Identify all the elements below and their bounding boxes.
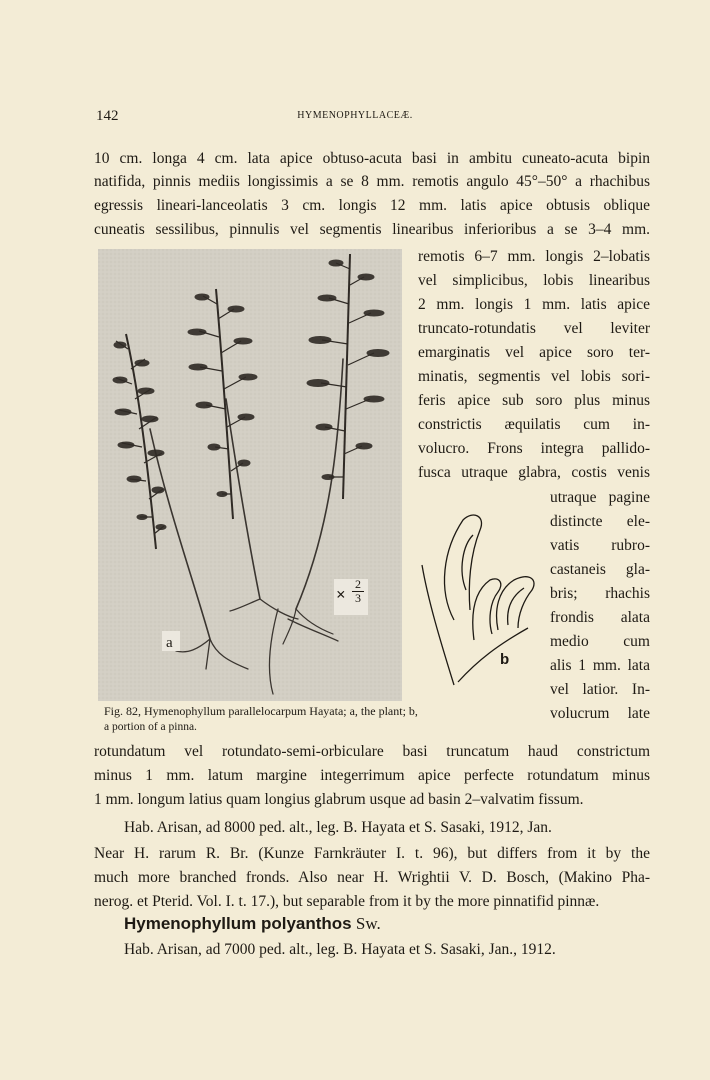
note-line: much more branched fronds. Also near H. Wrightii V. D. Bosch, (Makino Pha- <box>94 869 650 886</box>
narrow-line: distincte ele- <box>550 513 650 530</box>
right-line: constrictis æquilatis cum in- <box>418 416 650 433</box>
running-title: HYMENOPHYLLACEÆ. <box>297 110 413 121</box>
body-line: rotundatum vel rotundato-semi-orbiculare basi truncatum haud constrictum <box>94 743 650 760</box>
pinna-drawing <box>418 510 548 690</box>
figure-label-b: b <box>500 651 510 668</box>
narrow-line: medio cum <box>550 633 650 650</box>
right-line: 2 mm. longis 1 mm. latis apice <box>418 296 650 313</box>
species-heading <box>124 914 381 934</box>
note-line: nerog. et Pterid. Vol. I. t. 17.), but separable from it by the more pinnatifid pinnæ. <box>94 893 600 910</box>
right-line: volucro. Frons integra pallido- <box>418 440 650 457</box>
body-line: egressis lineari-lanceolatis 3 cm. longis 12 mm. latis apice obtusis oblique <box>94 197 650 214</box>
body-line: 1 mm. longum latius quam longius glabrum usque ad basin 2–valvatim fissum. <box>94 791 584 808</box>
right-line: minatis, segmentis vel lobis sori- <box>418 368 650 385</box>
right-line: emarginatis vel apice soro ter- <box>418 344 650 361</box>
narrow-line: alis 1 mm. lata <box>550 657 650 674</box>
scale-sign: × <box>336 585 346 604</box>
scale-fraction <box>352 578 364 605</box>
narrow-line: volucrum late <box>550 705 650 722</box>
body-line: 10 cm. longa 4 cm. lata apice obtuso-acuta basi in ambitu cuneato-acuta bipin <box>94 150 650 167</box>
figure-caption-line1: Fig. 82, Hymenophyllum parallelocarpum Hayata; a, the plant; b, <box>104 704 418 718</box>
right-line: vel simplicibus, lobis linearibus <box>418 272 650 289</box>
plant-photo <box>98 249 402 701</box>
narrow-line: utraque pagine <box>550 489 650 506</box>
plant-photo-figure <box>98 249 402 701</box>
narrow-line: frondis alata <box>550 609 650 626</box>
narrow-line: vatis rubro- <box>550 537 650 554</box>
narrow-line: vel latior. In- <box>550 681 650 698</box>
body-line: minus 1 mm. latum margine integerrimum apice perfecte rotundatum minus <box>94 767 650 784</box>
right-line: remotis 6–7 mm. longis 2–lobatis <box>418 248 650 265</box>
right-line: fusca utraque glabra, costis venis <box>418 464 650 481</box>
scale-numerator: 2 <box>355 577 361 591</box>
species-name: Hymenophyllum polyanthos <box>124 914 352 933</box>
right-line: feris apice sub soro plus minus <box>418 392 650 409</box>
scale-denominator: 3 <box>355 591 361 605</box>
figure-caption-line2: a portion of a pinna. <box>104 721 197 733</box>
body-line: cuneatis sessilibus, pinnulis vel segmentis linearibus inferioribus a se 3–4 mm. <box>94 221 650 238</box>
body-line: natifida, pinnis mediis longissimis a se 8 mm. remotis angulo 45°–50° a rhachibus <box>94 173 650 190</box>
narrow-line: bris; rhachis <box>550 585 650 602</box>
page-number: 142 <box>96 108 119 124</box>
narrow-line: castaneis gla- <box>550 561 650 578</box>
figure-label-a: a <box>166 635 173 651</box>
right-line: truncato-rotundatis vel leviter <box>418 320 650 337</box>
note-line: Near H. rarum R. Br. (Kunze Farnkräuter I. t. 96), but differs from it by the <box>94 845 650 862</box>
habitat-line: Hab. Arisan, ad 7000 ped. alt., leg. B. Hayata et S. Sasaki, Jan., 1912. <box>124 941 556 958</box>
species-author: Sw. <box>355 914 381 933</box>
habitat-line: Hab. Arisan, ad 8000 ped. alt., leg. B. Hayata et S. Sasaki, 1912, Jan. <box>124 819 552 836</box>
